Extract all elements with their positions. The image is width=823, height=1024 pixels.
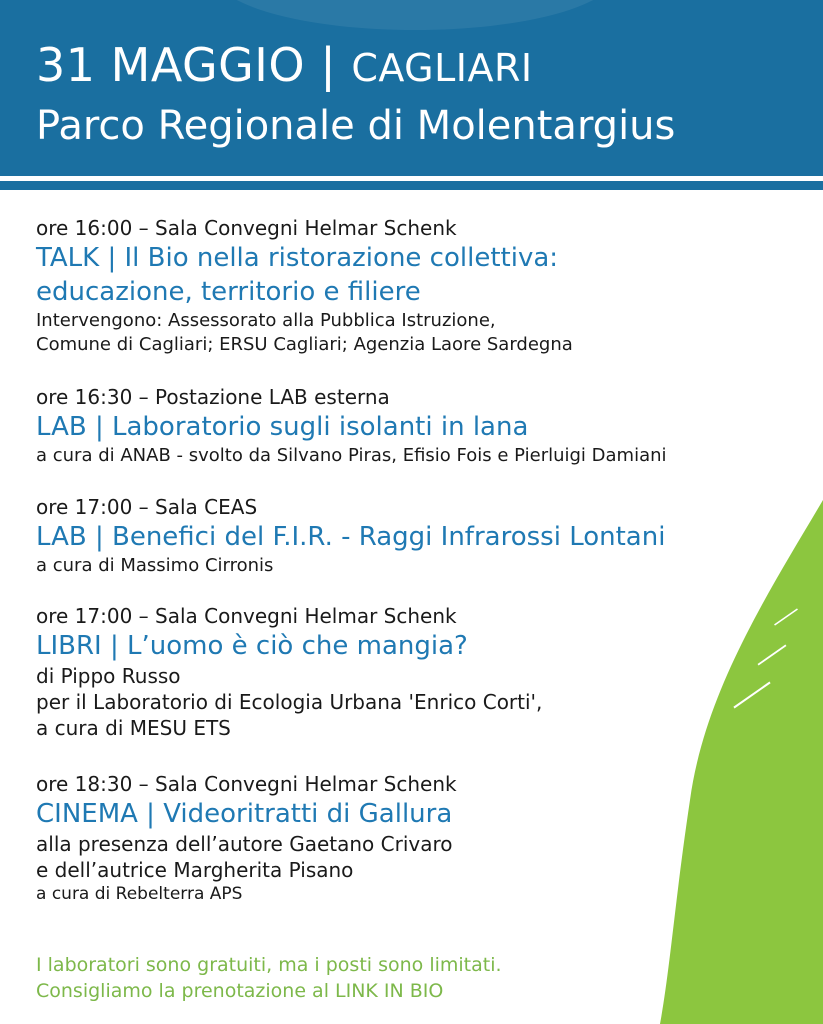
event-title: LAB | Benefici del F.I.R. - Raggi Infrarossi Lontani — [36, 522, 666, 552]
footer-note — [36, 952, 502, 1004]
event-description: a cura di Rebelterra APS — [36, 884, 243, 904]
event-title: educazione, territorio e filiere — [36, 277, 421, 307]
event-title: LIBRI | L’uomo è ciò che mangia? — [36, 631, 468, 661]
event-city: CAGLIARI — [351, 46, 533, 90]
event-time: ore 17:00 – Sala Convegni Helmar Schenk — [36, 604, 457, 628]
event-title: CINEMA | Videoritratti di Gallura — [36, 799, 453, 829]
footer-line: Consigliamo la prenotazione al LINK IN BIO — [36, 980, 444, 1002]
event-item — [36, 771, 457, 906]
event-description: per il Laboratorio di Ecologia Urbana 'Enrico Corti', — [36, 690, 543, 714]
event-title: LAB | Laboratorio sugli isolanti in lana — [36, 412, 529, 442]
event-description: Intervengono: Assessorato alla Pubblica Istruzione, — [36, 310, 496, 331]
event-item — [36, 603, 542, 741]
event-description: a cura di ANAB - svolto da Silvano Piras, Efisio Fois e Pierluigi Damiani — [36, 445, 667, 466]
event-time: ore 16:00 – Sala Convegni Helmar Schenk — [36, 216, 457, 240]
event-date: 31 MAGGIO | — [36, 38, 337, 92]
event-time: ore 16:30 – Postazione LAB esterna — [36, 385, 390, 409]
footer-line: I laboratori sono gratuiti, ma i posti sono limitati. — [36, 954, 502, 976]
event-time: ore 18:30 – Sala Convegni Helmar Schenk — [36, 772, 457, 796]
event-item — [36, 494, 665, 578]
event-description: a cura di MESU ETS — [36, 716, 231, 740]
event-description: a cura di Massimo Cirronis — [36, 555, 274, 576]
event-description: e dell’autrice Margherita Pisano — [36, 858, 354, 882]
event-item — [36, 215, 573, 357]
event-description: di Pippo Russo — [36, 664, 181, 688]
event-description: alla presenza dell’autore Gaetano Crivaro — [36, 832, 453, 856]
event-title: TALK | Il Bio nella ristorazione collettiva: — [36, 243, 559, 273]
event-description: Comune di Cagliari; ERSU Cagliari; Agenzia Laore Sardegna — [36, 334, 573, 355]
event-time: ore 17:00 – Sala CEAS — [36, 495, 258, 519]
venue-name: Parco Regionale di Molentargius — [36, 103, 676, 149]
event-item — [36, 384, 667, 468]
